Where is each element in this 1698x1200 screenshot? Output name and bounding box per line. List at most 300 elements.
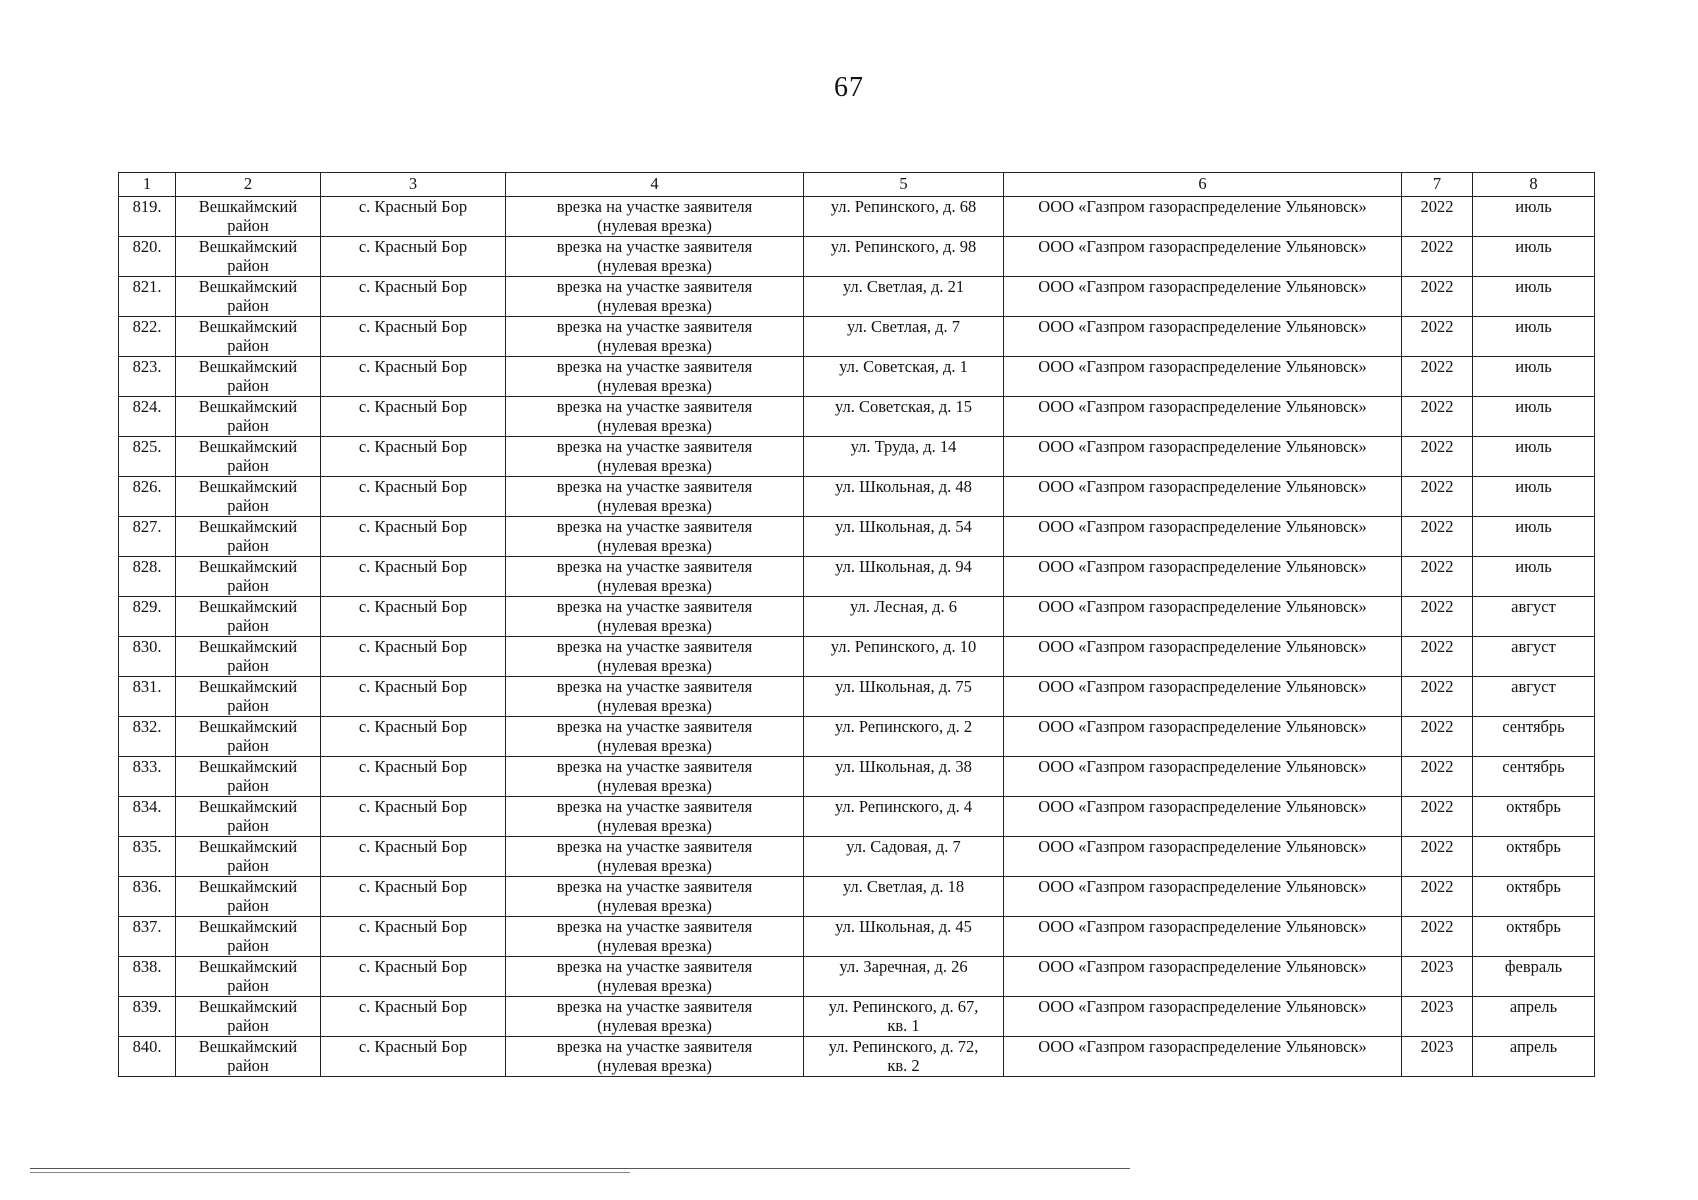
organization-cell: ООО «Газпром газораспределение Ульяновск» (1004, 677, 1402, 717)
organization-cell: ООО «Газпром газораспределение Ульяновск» (1004, 517, 1402, 557)
month-cell: июль (1473, 517, 1595, 557)
column-header: 5 (804, 173, 1004, 197)
settlement-cell: с. Красный Бор (321, 717, 506, 757)
work-type-cell-line: врезка на участке заявителя (556, 277, 753, 296)
column-header: 1 (119, 173, 176, 197)
row-number-cell: 832. (119, 717, 176, 757)
month-cell: июль (1473, 237, 1595, 277)
work-type-cell-line: (нулевая врезка) (597, 656, 712, 675)
year-cell: 2022 (1402, 677, 1473, 717)
table-row (119, 237, 1595, 277)
work-type-cell-line: врезка на участке заявителя (556, 717, 753, 736)
table-row (119, 837, 1595, 877)
work-type-cell-line: врезка на участке заявителя (556, 1037, 753, 1056)
work-type-cell (506, 797, 804, 837)
settlement-cell: с. Красный Бор (321, 517, 506, 557)
address-cell (804, 357, 1004, 397)
organization-cell: ООО «Газпром газораспределение Ульяновск» (1004, 1037, 1402, 1077)
work-type-cell-line: врезка на участке заявителя (556, 877, 753, 896)
table-row (119, 917, 1595, 957)
month-cell: июль (1473, 277, 1595, 317)
settlement-cell: с. Красный Бор (321, 437, 506, 477)
year-cell: 2022 (1402, 877, 1473, 917)
district-cell-line: Вешкаймский (198, 837, 298, 856)
column-header: 7 (1402, 173, 1473, 197)
row-number-cell: 834. (119, 797, 176, 837)
month-cell: апрель (1473, 997, 1595, 1037)
work-type-cell-line: (нулевая врезка) (597, 896, 712, 915)
table-row (119, 517, 1595, 557)
district-cell-line: Вешкаймский (198, 637, 298, 656)
work-type-cell (506, 437, 804, 477)
year-cell: 2023 (1402, 997, 1473, 1037)
district-cell (176, 917, 321, 957)
address-cell-line: ул. Репинского, д. 4 (834, 797, 973, 816)
table-row (119, 797, 1595, 837)
organization-cell: ООО «Газпром газораспределение Ульяновск» (1004, 197, 1402, 237)
column-header: 6 (1004, 173, 1402, 197)
work-type-cell (506, 1037, 804, 1077)
organization-cell: ООО «Газпром газораспределение Ульяновск» (1004, 917, 1402, 957)
month-cell: август (1473, 677, 1595, 717)
work-type-cell-line: врезка на участке заявителя (556, 197, 753, 216)
district-cell-line: Вешкаймский (198, 957, 298, 976)
year-cell: 2022 (1402, 717, 1473, 757)
year-cell: 2023 (1402, 1037, 1473, 1077)
work-type-cell-line: врезка на участке заявителя (556, 557, 753, 576)
district-cell (176, 957, 321, 997)
district-cell-line: Вешкаймский (198, 197, 298, 216)
work-type-cell-line: (нулевая врезка) (597, 1056, 712, 1075)
district-cell-line: Вешкаймский (198, 477, 298, 496)
work-type-cell-line: врезка на участке заявителя (556, 797, 753, 816)
settlement-cell: с. Красный Бор (321, 397, 506, 437)
work-type-cell-line: врезка на участке заявителя (556, 677, 753, 696)
district-cell (176, 397, 321, 437)
address-cell-line: ул. Репинского, д. 98 (830, 237, 977, 256)
row-number-cell: 829. (119, 597, 176, 637)
work-type-cell-line: врезка на участке заявителя (556, 237, 753, 256)
address-cell-line: ул. Лесная, д. 6 (849, 597, 958, 616)
work-type-cell-line: врезка на участке заявителя (556, 917, 753, 936)
address-cell-line: ул. Советская, д. 1 (839, 357, 968, 376)
address-cell-line: ул. Школьная, д. 54 (835, 517, 972, 536)
address-cell-line: ул. Школьная, д. 94 (835, 557, 972, 576)
district-cell-line: район (227, 1016, 269, 1035)
work-type-cell-line: врезка на участке заявителя (556, 597, 753, 616)
district-cell-line: Вешкаймский (198, 437, 298, 456)
month-cell: сентябрь (1473, 757, 1595, 797)
month-cell: июль (1473, 437, 1595, 477)
organization-cell: ООО «Газпром газораспределение Ульяновск» (1004, 477, 1402, 517)
settlement-cell: с. Красный Бор (321, 797, 506, 837)
row-number-cell: 820. (119, 237, 176, 277)
work-type-cell (506, 477, 804, 517)
work-type-cell-line: (нулевая врезка) (597, 336, 712, 355)
row-number-cell: 837. (119, 917, 176, 957)
row-number-cell: 821. (119, 277, 176, 317)
work-type-cell (506, 277, 804, 317)
address-cell-line: ул. Светлая, д. 7 (846, 317, 961, 336)
address-cell-line: ул. Репинского, д. 68 (830, 197, 977, 216)
address-cell (804, 197, 1004, 237)
district-cell (176, 877, 321, 917)
district-cell (176, 797, 321, 837)
work-type-cell (506, 677, 804, 717)
work-type-cell-line: (нулевая врезка) (597, 456, 712, 475)
work-type-cell-line: врезка на участке заявителя (556, 957, 753, 976)
settlement-cell: с. Красный Бор (321, 957, 506, 997)
year-cell: 2022 (1402, 237, 1473, 277)
month-cell: октябрь (1473, 917, 1595, 957)
work-type-cell (506, 957, 804, 997)
address-cell (804, 437, 1004, 477)
address-cell (804, 637, 1004, 677)
table-row (119, 437, 1595, 477)
district-cell-line: район (227, 896, 269, 915)
district-cell-line: Вешкаймский (198, 917, 298, 936)
table-row (119, 1037, 1595, 1077)
district-cell-line: район (227, 776, 269, 795)
address-cell-line: ул. Репинского, д. 2 (834, 717, 973, 736)
organization-cell: ООО «Газпром газораспределение Ульяновск» (1004, 317, 1402, 357)
district-cell-line: район (227, 296, 269, 315)
address-cell (804, 1037, 1004, 1077)
address-cell (804, 717, 1004, 757)
year-cell: 2022 (1402, 797, 1473, 837)
row-number-cell: 840. (119, 1037, 176, 1077)
footer-rule (30, 1168, 1130, 1169)
district-cell-line: район (227, 256, 269, 275)
table-row (119, 957, 1595, 997)
district-cell (176, 317, 321, 357)
organization-cell: ООО «Газпром газораспределение Ульяновск» (1004, 437, 1402, 477)
district-cell-line: Вешкаймский (198, 677, 298, 696)
address-cell (804, 517, 1004, 557)
address-cell (804, 997, 1004, 1037)
district-cell (176, 637, 321, 677)
row-number-cell: 824. (119, 397, 176, 437)
year-cell: 2022 (1402, 557, 1473, 597)
district-cell-line: район (227, 496, 269, 515)
month-cell: июль (1473, 557, 1595, 597)
year-cell: 2022 (1402, 317, 1473, 357)
table-row (119, 597, 1595, 637)
organization-cell: ООО «Газпром газораспределение Ульяновск» (1004, 277, 1402, 317)
work-type-cell-line: (нулевая врезка) (597, 216, 712, 235)
table-row (119, 357, 1595, 397)
district-cell-line: Вешкаймский (198, 317, 298, 336)
column-header: 8 (1473, 173, 1595, 197)
column-header: 4 (506, 173, 804, 197)
settlement-cell: с. Красный Бор (321, 637, 506, 677)
address-cell-line: ул. Репинского, д. 72, (828, 1037, 979, 1056)
work-type-cell-line: врезка на участке заявителя (556, 517, 753, 536)
district-cell-line: Вешкаймский (198, 877, 298, 896)
year-cell: 2022 (1402, 477, 1473, 517)
work-type-cell (506, 317, 804, 357)
organization-cell: ООО «Газпром газораспределение Ульяновск» (1004, 837, 1402, 877)
work-type-cell-line: (нулевая врезка) (597, 536, 712, 555)
row-number-cell: 823. (119, 357, 176, 397)
address-cell-line: ул. Светлая, д. 21 (842, 277, 965, 296)
month-cell: июль (1473, 197, 1595, 237)
settlement-cell: с. Красный Бор (321, 597, 506, 637)
district-cell (176, 197, 321, 237)
row-number-cell: 828. (119, 557, 176, 597)
settlement-cell: с. Красный Бор (321, 357, 506, 397)
work-type-cell-line: врезка на участке заявителя (556, 317, 753, 336)
district-cell (176, 357, 321, 397)
address-cell (804, 277, 1004, 317)
work-type-cell-line: (нулевая врезка) (597, 1016, 712, 1035)
work-type-cell (506, 837, 804, 877)
month-cell: октябрь (1473, 797, 1595, 837)
work-type-cell-line: (нулевая врезка) (597, 976, 712, 995)
year-cell: 2023 (1402, 957, 1473, 997)
address-cell (804, 957, 1004, 997)
work-type-cell (506, 917, 804, 957)
table-row (119, 397, 1595, 437)
district-cell-line: район (227, 856, 269, 875)
district-cell-line: Вешкаймский (198, 557, 298, 576)
work-type-cell (506, 517, 804, 557)
footer-rule-secondary (30, 1172, 630, 1173)
work-type-cell-line: врезка на участке заявителя (556, 997, 753, 1016)
work-type-cell-line: врезка на участке заявителя (556, 357, 753, 376)
address-cell-line: кв. 2 (887, 1056, 920, 1075)
row-number-cell: 827. (119, 517, 176, 557)
district-cell-line: Вешкаймский (198, 597, 298, 616)
settlement-cell: с. Красный Бор (321, 1037, 506, 1077)
organization-cell: ООО «Газпром газораспределение Ульяновск» (1004, 997, 1402, 1037)
table-row (119, 317, 1595, 357)
month-cell: август (1473, 597, 1595, 637)
work-type-cell (506, 717, 804, 757)
district-cell-line: Вешкаймский (198, 237, 298, 256)
work-type-cell-line: (нулевая врезка) (597, 776, 712, 795)
district-cell (176, 1037, 321, 1077)
organization-cell: ООО «Газпром газораспределение Ульяновск» (1004, 757, 1402, 797)
table-row (119, 277, 1595, 317)
row-number-cell: 839. (119, 997, 176, 1037)
organization-cell: ООО «Газпром газораспределение Ульяновск» (1004, 877, 1402, 917)
year-cell: 2022 (1402, 397, 1473, 437)
page-number: 67 (834, 72, 864, 103)
address-cell-line: ул. Школьная, д. 45 (835, 917, 972, 936)
district-cell-line: район (227, 416, 269, 435)
work-type-cell (506, 877, 804, 917)
address-cell-line: ул. Советская, д. 15 (834, 397, 973, 416)
settlement-cell: с. Красный Бор (321, 837, 506, 877)
district-cell (176, 997, 321, 1037)
work-type-cell-line: врезка на участке заявителя (556, 757, 753, 776)
settlement-cell: с. Красный Бор (321, 997, 506, 1037)
table-header-row (119, 173, 1595, 197)
row-number-cell: 833. (119, 757, 176, 797)
address-cell-line: кв. 1 (887, 1016, 920, 1035)
table-row (119, 637, 1595, 677)
organization-cell: ООО «Газпром газораспределение Ульяновск» (1004, 357, 1402, 397)
table-body (119, 197, 1595, 1077)
work-type-cell (506, 397, 804, 437)
table-row (119, 477, 1595, 517)
work-type-cell (506, 757, 804, 797)
year-cell: 2022 (1402, 197, 1473, 237)
district-cell-line: район (227, 456, 269, 475)
year-cell: 2022 (1402, 597, 1473, 637)
month-cell: апрель (1473, 1037, 1595, 1077)
address-cell (804, 557, 1004, 597)
district-cell-line: Вешкаймский (198, 797, 298, 816)
organization-cell: ООО «Газпром газораспределение Ульяновск» (1004, 797, 1402, 837)
organization-cell: ООО «Газпром газораспределение Ульяновск» (1004, 557, 1402, 597)
table-row (119, 757, 1595, 797)
table-row (119, 717, 1595, 757)
row-number-cell: 825. (119, 437, 176, 477)
address-cell-line: ул. Школьная, д. 75 (835, 677, 972, 696)
table-row (119, 197, 1595, 237)
district-cell-line: район (227, 576, 269, 595)
address-cell (804, 837, 1004, 877)
organization-cell: ООО «Газпром газораспределение Ульяновск» (1004, 637, 1402, 677)
work-type-cell-line: (нулевая врезка) (597, 576, 712, 595)
row-number-cell: 831. (119, 677, 176, 717)
month-cell: октябрь (1473, 837, 1595, 877)
year-cell: 2022 (1402, 837, 1473, 877)
district-cell-line: район (227, 1056, 269, 1075)
row-number-cell: 835. (119, 837, 176, 877)
work-type-cell-line: врезка на участке заявителя (556, 437, 753, 456)
work-type-cell-line: (нулевая врезка) (597, 496, 712, 515)
settlement-cell: с. Красный Бор (321, 277, 506, 317)
settlement-cell: с. Красный Бор (321, 557, 506, 597)
work-type-cell-line: (нулевая врезка) (597, 936, 712, 955)
district-cell-line: район (227, 216, 269, 235)
row-number-cell: 826. (119, 477, 176, 517)
settlement-cell: с. Красный Бор (321, 677, 506, 717)
month-cell: февраль (1473, 957, 1595, 997)
district-cell-line: район (227, 656, 269, 675)
address-cell (804, 597, 1004, 637)
address-cell (804, 677, 1004, 717)
address-cell (804, 237, 1004, 277)
district-cell (176, 437, 321, 477)
row-number-cell: 836. (119, 877, 176, 917)
year-cell: 2022 (1402, 637, 1473, 677)
district-cell-line: район (227, 376, 269, 395)
district-cell (176, 837, 321, 877)
district-cell-line: район (227, 816, 269, 835)
work-type-cell-line: (нулевая врезка) (597, 696, 712, 715)
address-cell-line: ул. Школьная, д. 38 (835, 757, 972, 776)
work-type-cell (506, 357, 804, 397)
district-cell-line: Вешкаймский (198, 397, 298, 416)
year-cell: 2022 (1402, 277, 1473, 317)
address-cell-line: ул. Заречная, д. 26 (839, 957, 968, 976)
district-cell-line: Вешкаймский (198, 517, 298, 536)
address-cell (804, 797, 1004, 837)
settlement-cell: с. Красный Бор (321, 477, 506, 517)
work-type-cell (506, 237, 804, 277)
year-cell: 2022 (1402, 437, 1473, 477)
gas-connection-schedule-table (118, 172, 1595, 1077)
district-cell (176, 717, 321, 757)
district-cell-line: Вешкаймский (198, 757, 298, 776)
district-cell-line: район (227, 736, 269, 755)
district-cell-line: район (227, 936, 269, 955)
column-header: 3 (321, 173, 506, 197)
settlement-cell: с. Красный Бор (321, 197, 506, 237)
address-cell (804, 917, 1004, 957)
district-cell-line: район (227, 336, 269, 355)
settlement-cell: с. Красный Бор (321, 877, 506, 917)
organization-cell: ООО «Газпром газораспределение Ульяновск» (1004, 397, 1402, 437)
year-cell: 2022 (1402, 357, 1473, 397)
district-cell-line: район (227, 976, 269, 995)
table-row (119, 877, 1595, 917)
district-cell-line: Вешкаймский (198, 277, 298, 296)
address-cell-line: ул. Репинского, д. 67, (828, 997, 979, 1016)
table-row (119, 997, 1595, 1037)
district-cell (176, 237, 321, 277)
address-cell-line: ул. Репинского, д. 10 (830, 637, 977, 656)
year-cell: 2022 (1402, 917, 1473, 957)
district-cell (176, 757, 321, 797)
address-cell-line: ул. Труда, д. 14 (850, 437, 957, 456)
column-header: 2 (176, 173, 321, 197)
row-number-cell: 838. (119, 957, 176, 997)
address-cell (804, 877, 1004, 917)
work-type-cell-line: (нулевая врезка) (597, 376, 712, 395)
month-cell: июль (1473, 397, 1595, 437)
month-cell: июль (1473, 357, 1595, 397)
month-cell: август (1473, 637, 1595, 677)
work-type-cell-line: (нулевая врезка) (597, 296, 712, 315)
table-row (119, 677, 1595, 717)
row-number-cell: 819. (119, 197, 176, 237)
work-type-cell-line: (нулевая врезка) (597, 256, 712, 275)
district-cell (176, 277, 321, 317)
district-cell-line: Вешкаймский (198, 997, 298, 1016)
address-cell-line: ул. Светлая, д. 18 (842, 877, 965, 896)
work-type-cell (506, 597, 804, 637)
district-cell-line: Вешкаймский (198, 1037, 298, 1056)
address-cell-line: ул. Садовая, д. 7 (846, 837, 961, 856)
district-cell (176, 677, 321, 717)
row-number-cell: 822. (119, 317, 176, 357)
address-cell (804, 757, 1004, 797)
month-cell: июль (1473, 477, 1595, 517)
settlement-cell: с. Красный Бор (321, 317, 506, 357)
district-cell-line: район (227, 616, 269, 635)
organization-cell: ООО «Газпром газораспределение Ульяновск» (1004, 717, 1402, 757)
district-cell (176, 557, 321, 597)
district-cell-line: Вешкаймский (198, 717, 298, 736)
work-type-cell (506, 557, 804, 597)
district-cell-line: район (227, 536, 269, 555)
work-type-cell-line: врезка на участке заявителя (556, 637, 753, 656)
work-type-cell-line: врезка на участке заявителя (556, 397, 753, 416)
month-cell: октябрь (1473, 877, 1595, 917)
address-cell-line: ул. Школьная, д. 48 (835, 477, 972, 496)
year-cell: 2022 (1402, 757, 1473, 797)
settlement-cell: с. Красный Бор (321, 237, 506, 277)
work-type-cell (506, 197, 804, 237)
organization-cell: ООО «Газпром газораспределение Ульяновск» (1004, 957, 1402, 997)
district-cell (176, 597, 321, 637)
address-cell (804, 397, 1004, 437)
